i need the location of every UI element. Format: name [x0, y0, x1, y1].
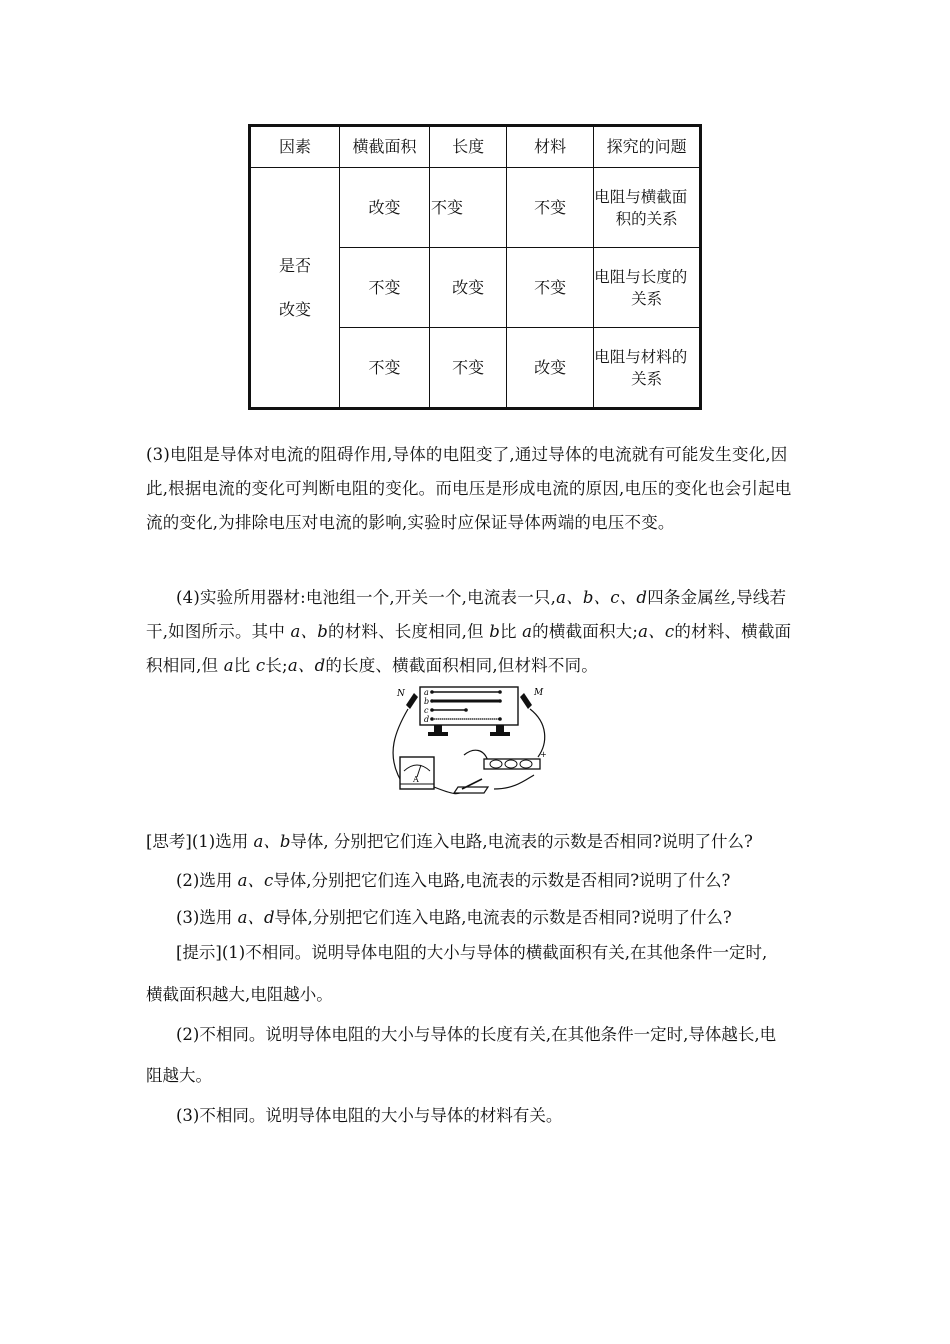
header-cell: 因素 — [250, 126, 340, 168]
question-cell — [594, 168, 701, 248]
question-line: 关系 — [631, 369, 663, 388]
row-label-line: 改变 — [278, 299, 311, 319]
variable-run: a、b、c、d — [556, 588, 648, 607]
variable-run: a、c — [638, 622, 675, 641]
board-leg — [434, 725, 442, 733]
variable-run: a、c — [237, 871, 274, 890]
question-cell — [594, 328, 701, 409]
lead-wire — [494, 775, 534, 789]
question-cell — [594, 248, 701, 328]
table-cell: 不变 — [507, 168, 594, 248]
text-run: (3)选用 — [176, 908, 238, 927]
table-cell: 不变 — [507, 248, 594, 328]
switch-icon — [454, 787, 488, 793]
text-run: (4)实验所用器材:电池组一个,开关一个,电流表一只, — [176, 588, 557, 607]
wire-label: d — [424, 715, 430, 724]
terminal-dot — [498, 717, 502, 721]
hint-1-line2: 横截面积越大,电阻越小。 — [146, 985, 333, 1004]
paragraph-line — [146, 615, 808, 649]
text-run: 导体, 分别把它们连入电路,电流表的示数是否相同?说明了什么? — [290, 832, 753, 851]
wire-label: a — [424, 688, 429, 697]
table-cell: 不变 — [429, 168, 506, 248]
paragraph-4 — [146, 581, 808, 683]
text-run: 比 — [499, 622, 523, 641]
variable-run: c — [255, 656, 266, 675]
variable-run: a — [522, 622, 533, 641]
table-cell: 改变 — [429, 248, 506, 328]
paragraph-line: 此,根据电流的变化可判断电阻的变化。而电压是形成电流的原因,电压的变化也会引起电 — [146, 479, 792, 498]
table-cell: 不变 — [340, 248, 430, 328]
header-cell: 探究的问题 — [594, 126, 701, 168]
terminal-dot — [498, 690, 502, 694]
clip-n-icon — [406, 693, 418, 709]
text-run: 长; — [265, 656, 288, 675]
board-foot — [428, 732, 448, 736]
text-run: 比 — [233, 656, 256, 675]
terminal-dot — [430, 708, 434, 712]
variable-run: a、b — [290, 622, 328, 641]
text-run: 四条金属丝,导线若 — [647, 588, 787, 607]
row-label-cell — [250, 168, 340, 409]
battery-plus: + — [540, 750, 547, 759]
clip-m-icon — [520, 693, 532, 709]
text-run: [思考](1)选用 — [146, 832, 254, 851]
terminal-dot — [498, 699, 502, 703]
paragraph-3 — [146, 438, 808, 540]
table-cell: 不变 — [429, 328, 506, 409]
question-line: 关系 — [631, 289, 663, 308]
terminal-dot — [430, 699, 434, 703]
table-header-row — [250, 126, 701, 168]
paragraph-line: 流的变化,为排除电压对电流的影响,实验时应保证导体两端的电压不变。 — [146, 513, 675, 532]
table-row — [250, 168, 701, 248]
ammeter-label: A — [413, 775, 419, 784]
terminal-dot — [430, 717, 434, 721]
variable-run: a、d — [237, 908, 275, 927]
wire-label: c — [424, 706, 429, 715]
variable-run: a、b — [253, 832, 291, 851]
text-run: 的材料、横截面 — [674, 622, 792, 641]
table-cell: 不变 — [340, 328, 430, 409]
variable-run: a — [223, 656, 234, 675]
variable-run: a、d — [287, 656, 326, 675]
variable-run: b — [489, 622, 500, 641]
paragraph-line — [146, 649, 808, 683]
question-line: 电阻与横截面 — [594, 187, 688, 206]
text-run: 的横截面积大; — [532, 622, 639, 641]
hint-2-line1: (2)不相同。说明导体电阻的大小与导体的长度有关,在其他条件一定时,导体越长,电 — [176, 1025, 777, 1044]
think-q3 — [176, 908, 732, 928]
question-line: 电阻与长度的 — [594, 267, 688, 286]
clip-label-n: N — [397, 689, 405, 699]
hint-2-line2: 阻越大。 — [146, 1066, 212, 1085]
text-run: 导体,分别把它们连入电路,电流表的示数是否相同?说明了什么? — [274, 908, 732, 927]
terminal-dot — [430, 690, 434, 694]
board-leg — [496, 725, 504, 733]
header-cell: 材料 — [507, 126, 594, 168]
terminal-dot — [464, 708, 468, 712]
text-run: 积相同,但 — [146, 656, 224, 675]
text-run: 干,如图所示。其中 — [146, 622, 291, 641]
think-q2 — [176, 871, 730, 891]
text-run: 的长度、横截面积相同,但材料不同。 — [325, 656, 598, 675]
header-cell: 长度 — [429, 126, 506, 168]
table-cell: 改变 — [340, 168, 430, 248]
factor-table — [248, 124, 702, 410]
row-label-line: 是否 — [278, 255, 311, 275]
text-run: (2)选用 — [176, 871, 238, 890]
think-q1 — [146, 832, 753, 852]
table-cell: 改变 — [507, 328, 594, 409]
hint-3: (3)不相同。说明导体电阻的大小与导体的材料有关。 — [176, 1106, 563, 1125]
text-run: 的材料、长度相同,但 — [328, 622, 490, 641]
clip-label-m: M — [534, 688, 544, 698]
circuit-figure — [384, 683, 554, 799]
paragraph-line: (3)电阻是导体对电流的阻碍作用,导体的电阻变了,通过导体的电流就有可能发生变化,因 — [146, 445, 788, 464]
question-line: 电阻与材料的 — [594, 347, 688, 366]
wire-label: b — [424, 697, 430, 706]
board-foot — [490, 732, 510, 736]
hint-1-line1: [提示](1)不相同。说明导体电阻的大小与导体的横截面积有关,在其他条件一定时, — [176, 943, 768, 962]
text-run: 导体,分别把它们连入电路,电流表的示数是否相同?说明了什么? — [273, 871, 731, 890]
paragraph-line — [146, 581, 808, 615]
question-line: 积的关系 — [615, 209, 678, 228]
header-cell: 横截面积 — [340, 126, 430, 168]
